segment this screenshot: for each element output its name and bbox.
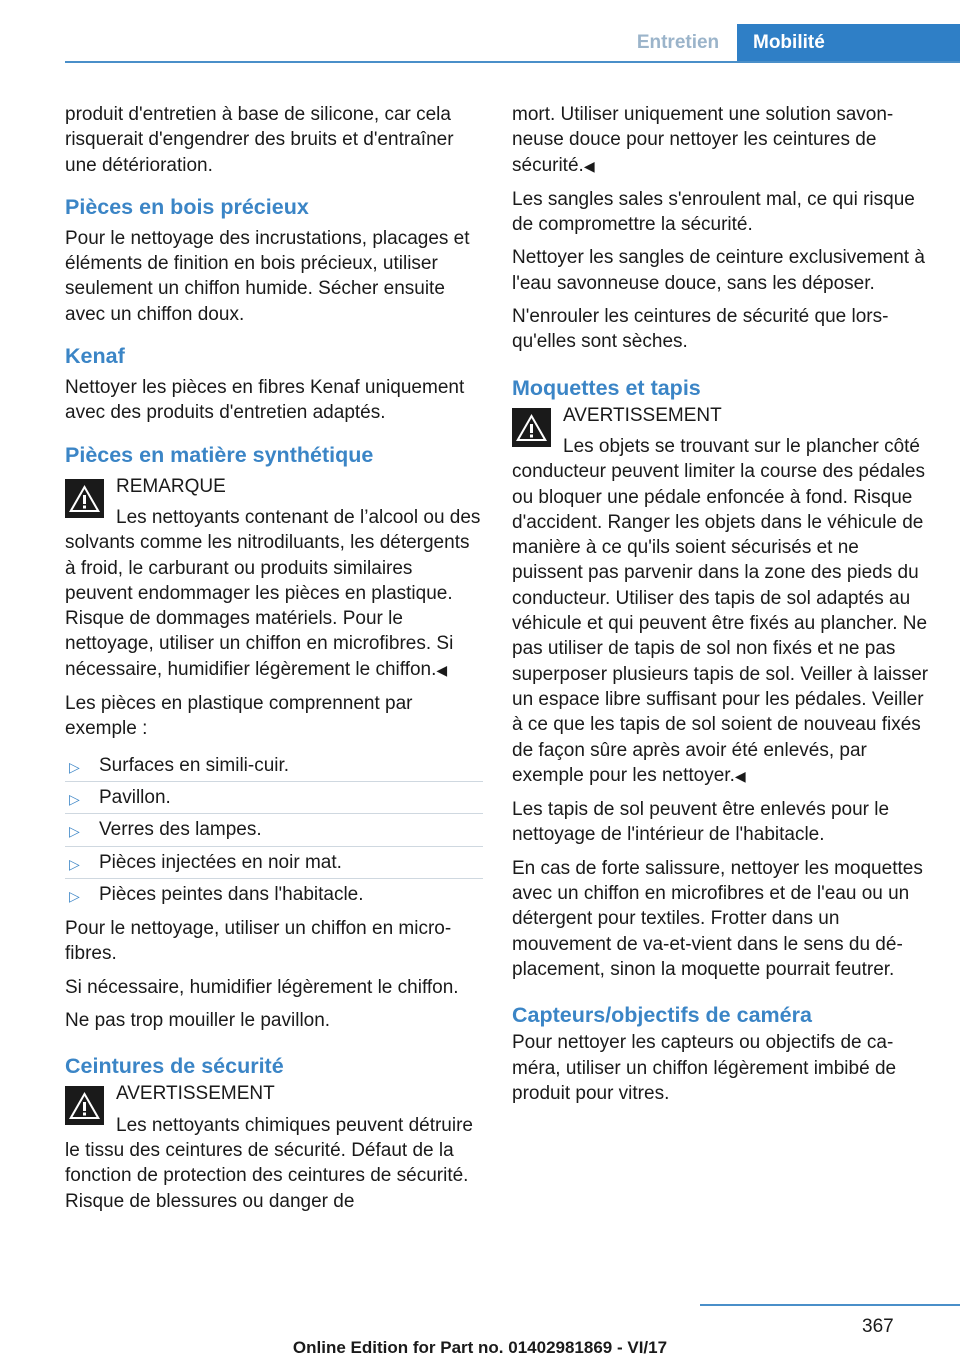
- notice-text: Les nettoyants contenant de l’alcool ou des solvants comme les nitrodiluants, les détergents à froid, le carburant ou produits similaires peuvent endommager les pièces en plastique. Risque de dommages matériels. Pour le nettoyage, utiliser un chiffon en microfibres. Si nécessaire, humidifier légèrement le chiffon.: [65, 506, 481, 680]
- roll-belts-paragraph: N'enrouler les ceintures de sécurité que lorsqu'elles sont sèches.: [512, 306, 889, 353]
- warning-body: [512, 434, 930, 789]
- dirty-belts-paragraph: Les sangles sales s'enroulent mal, ce qui risque de compromettre la sécurité.: [512, 188, 915, 236]
- bullet-triangle-icon: ▷: [69, 823, 80, 840]
- list-item: ▷ Surfaces en simili-cuir.: [65, 750, 483, 782]
- list-item: ▷ Pièces injectées en noir mat.: [65, 847, 483, 879]
- bullet-triangle-icon: ▷: [69, 790, 80, 807]
- heading-carpet: Moquettes et tapis: [512, 375, 701, 400]
- header-rule: [65, 61, 960, 63]
- tab-entretien[interactable]: Entretien: [636, 31, 720, 53]
- intro-paragraph: produit d'entretien à base de silicone, car cela risquerait d'engendrer des bruits et d'entraîner une détérioration.: [65, 104, 454, 176]
- warning-triangle-icon: [512, 408, 551, 447]
- clean-belts-paragraph: Nettoyer les sangles de ceinture exclusivement à l'eau savonneuse douce, sans les déposer.: [512, 247, 925, 294]
- heading-synthetic: Pièces en matière synthétique: [65, 442, 374, 467]
- sensors-paragraph: Pour nettoyer les capteurs ou objectifs de caméra, utiliser un chiffon légèrement imbibé de produit pour vitres.: [512, 1032, 897, 1104]
- footer-rule: [700, 1304, 960, 1306]
- heavy-dirt-paragraph: En cas de forte salissure, nettoyer les moquettes avec un chiffon en microfibres et de l'eau ou un détergent pour textiles. Frotter dans un mouvement de va-et-vient dans le sens du déplacement, sinon la moquette pourrait feutrer.: [512, 857, 923, 980]
- list-item: ▷ Pièces peintes dans l'habitacle.: [65, 879, 483, 910]
- pavillon-paragraph: Ne pas trop mouiller le pavillon.: [65, 1010, 331, 1032]
- page-number: 367: [862, 1316, 894, 1337]
- warning-triangle-icon: [65, 1086, 104, 1125]
- notice-block: [65, 474, 483, 683]
- list-item: ▷ Verres des lampes.: [65, 814, 483, 846]
- list-item: ▷ Pavillon.: [65, 782, 483, 814]
- belts-continued-paragraph: mort. Utiliser uniquement une solution savonneuse douce pour nettoyer les ceintures de sécurité.◀: [512, 104, 894, 176]
- humidify-paragraph: Si nécessaire, humidifier légèrement le chiffon.: [65, 976, 459, 998]
- bullet-triangle-icon: ▷: [69, 855, 80, 872]
- kenaf-paragraph: Nettoyer les pièces en fibres Kenaf uniquement avec des produits d'entretien adaptés.: [65, 377, 465, 424]
- notice-title: REMARQUE: [116, 475, 226, 497]
- examples-paragraph: Les pièces en plastique comprennent par exemple :: [65, 693, 413, 740]
- warning-text: Les objets se trouvant sur le plancher côté conducteur peuvent limiter la course des pédales ou bloquer une pédale enfoncée à fond. Risque d'accident. Ranger les objets dans le véhicule de manière à ce qu'ils soient sécurisés et ne puissent pas parvenir dans la zone des pieds du conducteur. Utiliser des tapis de sol adaptés au véhicule et qui peuvent être fixés au plancher. Ne pas utiliser de tapis de sol non fixés et ne pas superposer plusieurs tapis de sol. Veiller à laisser un espace libre suffisant pour les pédales. Veiller à ce que les tapis de sol soient de nouveau fixés de façon sûre après avoir été enlevés, par exemple pour les nettoyer.: [512, 435, 929, 786]
- right-column: [512, 102, 930, 1114]
- heading-wood: Pièces en bois précieux: [65, 194, 309, 219]
- warning-triangle-icon: [65, 479, 104, 518]
- left-column: [65, 102, 483, 1222]
- warning-title: AVERTISSEMENT: [563, 404, 722, 426]
- end-mark: ◀: [734, 767, 746, 784]
- end-mark: ◀: [436, 661, 448, 678]
- mats-paragraph: Les tapis de sol peuvent être enlevés pour le nettoyage de l'intérieur de l'habitacle.: [512, 799, 890, 846]
- heading-belts: Ceintures de sécurité: [65, 1054, 284, 1079]
- end-mark: ◀: [583, 157, 595, 174]
- bullet-triangle-icon: ▷: [69, 758, 80, 775]
- warning-title: AVERTISSEMENT: [116, 1083, 275, 1105]
- edition-footer: Online Edition for Part no. 01402981869 - VI/17: [292, 1338, 668, 1357]
- notice-body: [65, 505, 483, 683]
- bullet-triangle-icon: ▷: [69, 887, 80, 904]
- heading-sensors: Capteurs/objectifs de caméra: [512, 1003, 812, 1028]
- cloth-paragraph: Pour le nettoyage, utiliser un chiffon en microfibres.: [65, 918, 452, 965]
- heading-kenaf: Kenaf: [65, 344, 125, 369]
- plastic-parts-list: [65, 750, 483, 910]
- warning-body: Les nettoyants chimiques peuvent détruire le tissu des ceintures de sécurité. Défaut de la fonction de protection des ceintures de sécurité. Risque de blessures ou danger de: [65, 1114, 473, 1212]
- warning-block: [65, 1081, 483, 1213]
- wood-paragraph: Pour le nettoyage des incrustations, placages et éléments de finition en bois précieux, utiliser seulement un chiffon humide. Sécher ensuite avec un chiffon doux.: [65, 227, 470, 325]
- warning-block: [512, 403, 930, 789]
- tab-mobilite[interactable]: Mobilité: [737, 24, 960, 61]
